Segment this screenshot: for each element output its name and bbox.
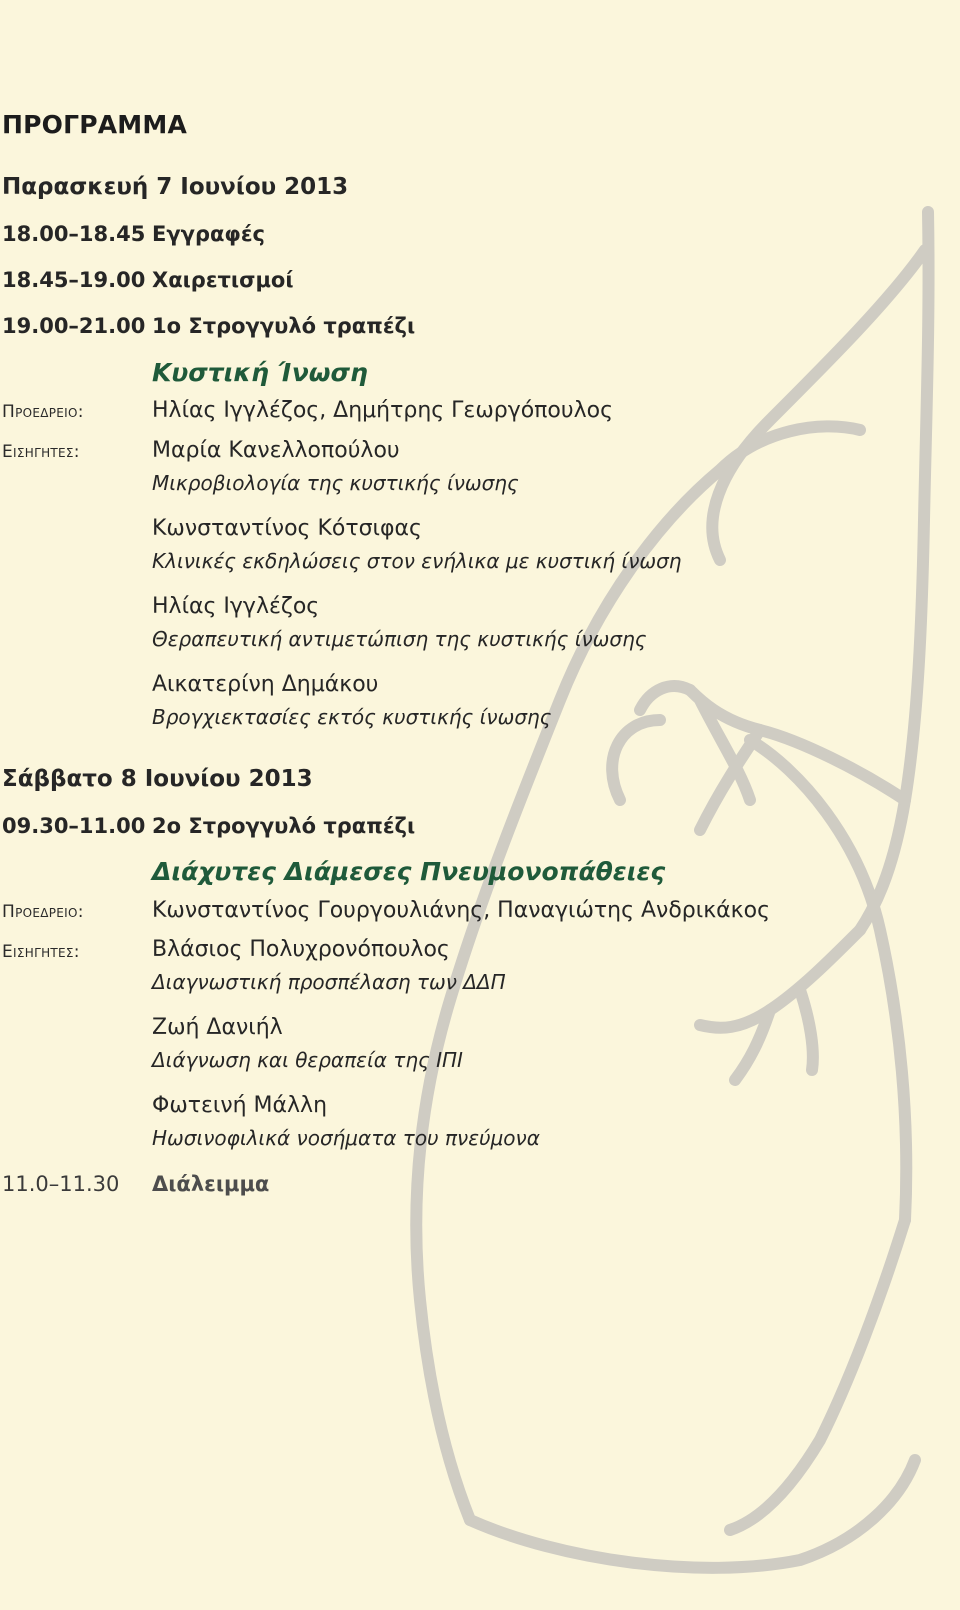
chairs-label: Προεδρειο: bbox=[2, 902, 84, 922]
talk-speaker: Ζωή Δανιήλ bbox=[152, 1015, 283, 1040]
schedule-row bbox=[2, 314, 415, 338]
schedule-time: 18.00–18.45 bbox=[2, 222, 146, 246]
talk-speaker: Κωνσταντίνος Κότσιφας bbox=[152, 516, 422, 541]
day1-date: Παρασκευή 7 Ιουνίου 2013 bbox=[2, 174, 349, 200]
day2-date: Σάββατο 8 Ιουνίου 2013 bbox=[2, 766, 313, 792]
speakers-label: Εισηγητες: bbox=[2, 942, 80, 962]
talk-speaker: Φωτεινή Μάλλη bbox=[152, 1093, 328, 1118]
talk-topic: Μικροβιολογία της κυστικής ίνωσης bbox=[152, 471, 519, 495]
schedule-time: 19.00–21.00 bbox=[2, 314, 146, 338]
chairs-label: Προεδρειο: bbox=[2, 402, 84, 422]
talk-speaker: Ηλίας Ιγγλέζος bbox=[152, 594, 320, 619]
talk-topic: Θεραπευτική αντιμετώπιση της κυστικής ίνωσης bbox=[152, 627, 647, 651]
break-time: 11.0–11.30 bbox=[2, 1172, 120, 1196]
talk-topic: Κλινικές εκδηλώσεις στον ενήλικα με κυστική ίνωση bbox=[152, 549, 682, 573]
talk-speaker: Βλάσιος Πολυχρονόπουλος bbox=[152, 937, 450, 962]
schedule-label: 1ο Στρογγυλό τραπέζι bbox=[152, 314, 416, 338]
talk-topic: Ηωσινοφιλικά νοσήματα του πνεύμονα bbox=[152, 1126, 540, 1150]
program-heading: ΠΡΟΓΡΑΜΜΑ bbox=[2, 110, 188, 139]
schedule-time: 18.45–19.00 bbox=[2, 268, 146, 292]
schedule-time: 09.30–11.00 bbox=[2, 814, 146, 838]
schedule-label: Χαιρετισμοί bbox=[152, 268, 294, 292]
chairs-names: Ηλίας Ιγγλέζος, Δημήτρης Γεωργόπουλος bbox=[152, 398, 614, 423]
break-row bbox=[2, 1172, 269, 1196]
schedule-label: Εγγραφές bbox=[152, 222, 265, 246]
talk-topic: Βρογχιεκτασίες εκτός κυστικής ίνωσης bbox=[152, 705, 552, 729]
talk-speaker: Αικατερίνη Δημάκου bbox=[152, 672, 379, 697]
session-title-ild: Διάχυτες Διάμεσες Πνευμονοπάθειες bbox=[152, 857, 666, 886]
speakers-label: Εισηγητες: bbox=[2, 442, 80, 462]
schedule-label: 2ο Στρογγυλό τραπέζι bbox=[152, 814, 416, 838]
talk-speaker: Μαρία Κανελλοπούλου bbox=[152, 438, 400, 463]
schedule-row bbox=[2, 268, 294, 292]
chairs-names: Κωνσταντίνος Γουργουλιάνης, Παναγιώτης Ανδρικάκος bbox=[152, 898, 771, 923]
schedule-row bbox=[2, 814, 415, 838]
talk-topic: Διαγνωστική προσπέλαση των ΔΔΠ bbox=[152, 970, 506, 994]
break-label: Διάλειμμα bbox=[152, 1172, 270, 1196]
talk-topic: Διάγνωση και θεραπεία της ΙΠΙ bbox=[152, 1048, 463, 1072]
schedule-row bbox=[2, 222, 265, 246]
session-title-cystic-fibrosis: Κυστική Ίνωση bbox=[152, 358, 368, 387]
